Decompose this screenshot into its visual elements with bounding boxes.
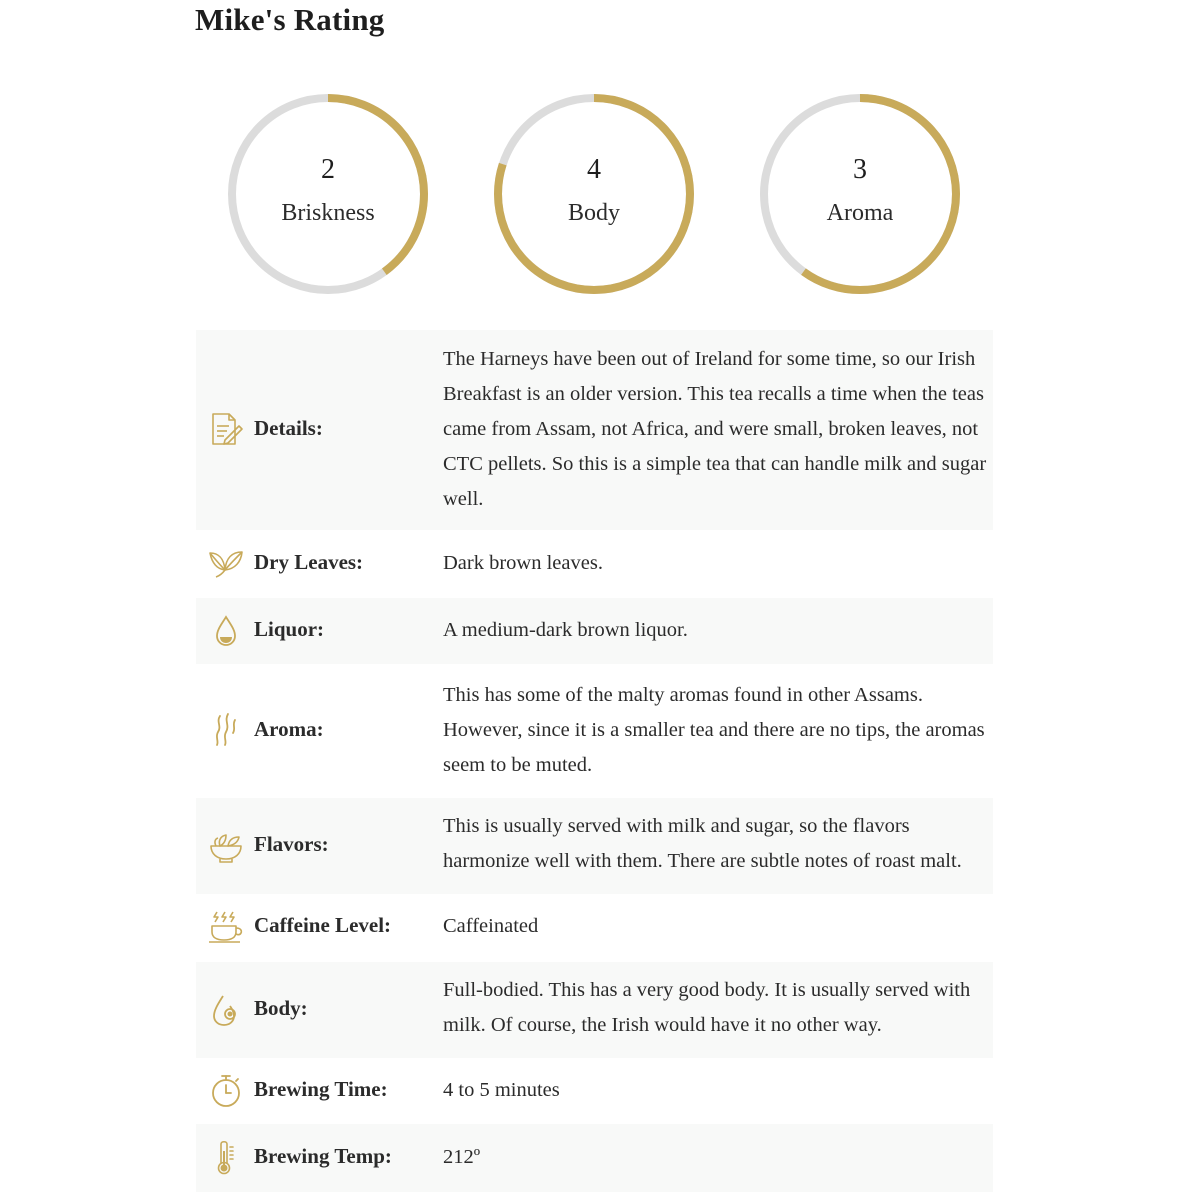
detail-row-dry-leaves [196, 530, 993, 598]
gauge-ring [492, 92, 696, 296]
document-pen-icon [208, 411, 244, 447]
gauge-body [492, 92, 696, 296]
detail-row-body [196, 962, 993, 1058]
detail-label: Caffeine Level: [254, 913, 392, 937]
detail-value: A medium-dark brown liquor. [443, 619, 688, 641]
detail-row-brewing-temp [196, 1124, 993, 1192]
detail-row-caffeine-level [196, 894, 993, 962]
gauge-value: 3 [853, 154, 867, 185]
gauge-ring [758, 92, 962, 296]
detail-value: Caffeinated [443, 915, 539, 937]
gauge-briskness [226, 92, 430, 296]
detail-label: Aroma: [254, 717, 324, 741]
gauge-ring [226, 92, 430, 296]
detail-label: Flavors: [254, 832, 329, 856]
body-drop-icon [208, 992, 244, 1028]
detail-row-aroma [196, 664, 993, 798]
detail-row-details [196, 330, 993, 530]
detail-label: Brewing Temp: [254, 1144, 392, 1168]
teacup-icon [208, 910, 244, 946]
detail-row-liquor [196, 598, 993, 664]
detail-row-brewing-time [196, 1058, 993, 1124]
gauge-label: Briskness [281, 200, 375, 226]
bowl-icon [208, 828, 244, 864]
detail-value: Dark brown leaves. [443, 552, 603, 574]
detail-label: Liquor: [254, 617, 325, 641]
drop-icon [208, 613, 244, 649]
detail-value: The Harneys have been out of Ireland for some time, so our Irish Breakfast is an older version. This tea recalls a time when the teas came from Assam, not Africa, and were small, broken leaves, not CTC pellets. So this is a simple tea that can handle milk and sugar well. [443, 348, 987, 510]
detail-label: Body: [254, 996, 308, 1020]
gauge-aroma [758, 92, 962, 296]
detail-label: Dry Leaves: [254, 550, 364, 574]
detail-value: This has some of the malty aromas found in other Assams. However, since it is a smaller tea and there are no tips, the aromas seem to be muted. [443, 684, 985, 776]
steam-icon [208, 712, 244, 748]
stopwatch-icon [208, 1073, 244, 1109]
detail-value: 4 to 5 minutes [443, 1079, 560, 1101]
detail-value: Full-bodied. This has a very good body. It is usually served with milk. Of course, the Irish would have it no other way. [443, 979, 971, 1036]
page-title: Mike's Rating [195, 2, 385, 37]
gauge-value: 4 [587, 154, 601, 185]
gauge-label: Body [567, 200, 620, 226]
detail-label: Brewing Time: [254, 1077, 388, 1101]
leaves-icon [208, 546, 244, 582]
detail-value: This is usually served with milk and sugar, so the flavors harmonize well with them. There are subtle notes of roast malt. [443, 815, 962, 872]
gauge-label: Aroma [826, 200, 894, 226]
detail-value: 212º [443, 1146, 481, 1168]
thermometer-icon [208, 1139, 244, 1175]
detail-row-flavors [196, 798, 993, 894]
gauge-value: 2 [321, 154, 335, 185]
detail-label: Details: [254, 416, 323, 440]
